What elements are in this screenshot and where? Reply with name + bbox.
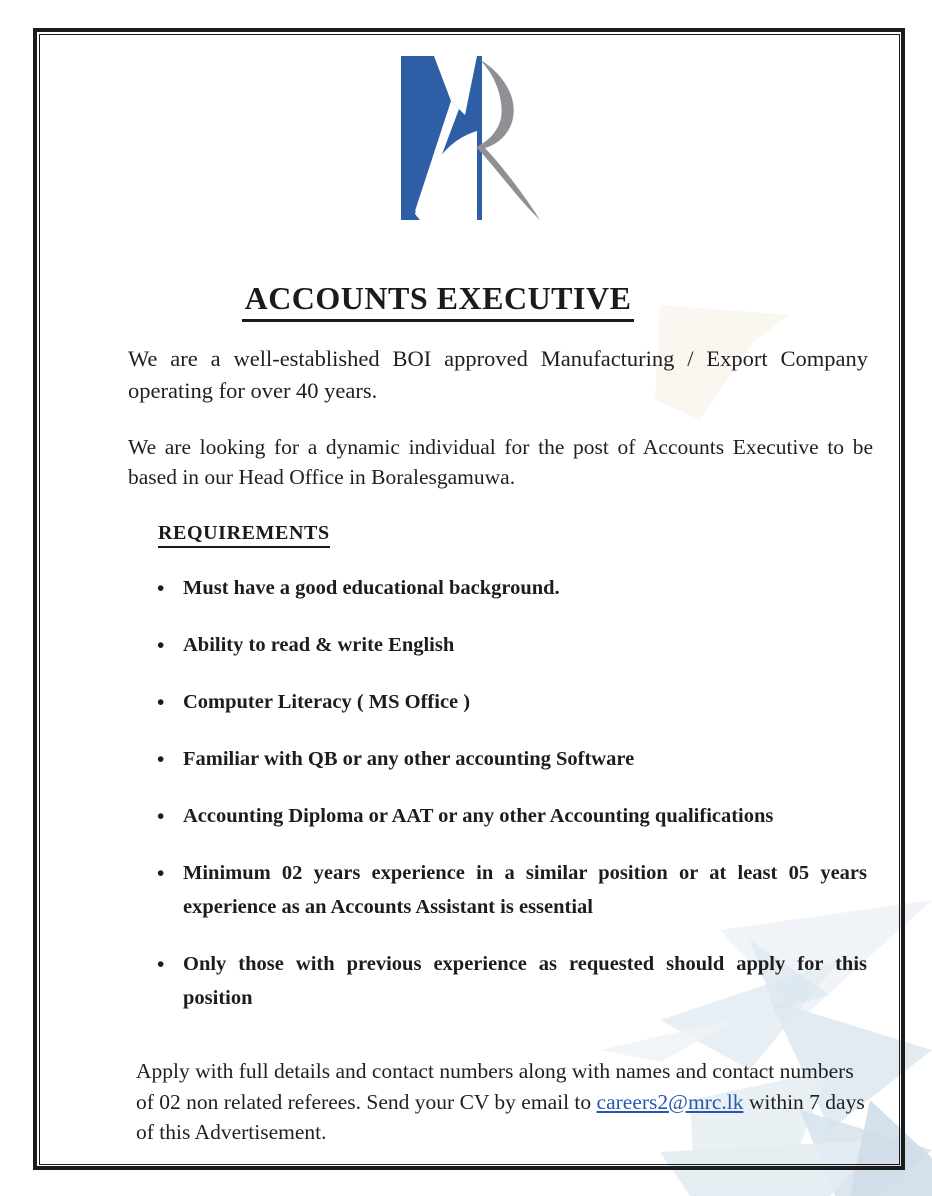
requirement-item: • Minimum 02 years experience in a similar position or at least 05 years experience as an Accounts Assistant is essential (155, 856, 867, 924)
requirement-item: • Ability to read & write English (155, 628, 867, 662)
intro-paragraph-2: We are looking for a dynamic individual for the post of Accounts Executive to be based in our Head Office in Boralesgamuwa. (128, 435, 873, 489)
closing-text-before-link: Apply with full details and contact numbers along with names and contact numbers of 02 non related referees. Send your CV by email to (136, 1059, 854, 1114)
requirement-item: • Familiar with QB or any other accounting Software (155, 742, 867, 776)
requirements-list (155, 571, 867, 1038)
closing-text-after-link: within 7 days of this Advertisement. (136, 1089, 865, 1144)
requirement-item: • Must have a good educational background. (155, 571, 867, 605)
requirement-item: • Only those with previous experience as requested should apply for this position (155, 947, 867, 1015)
company-logo (400, 55, 545, 222)
title-block (128, 280, 748, 322)
logo-r-swoosh (476, 59, 540, 220)
email-link[interactable]: careers2@mrc.lk (596, 1089, 744, 1114)
requirements-heading-block (158, 522, 330, 548)
requirement-item: • Computer Literacy ( MS Office ) (155, 685, 867, 719)
job-title: ACCOUNTS EXECUTIVE (242, 280, 635, 322)
requirements-heading: REQUIREMENTS (158, 522, 330, 548)
closing-paragraph (136, 1056, 870, 1148)
requirement-item: • Accounting Diploma or AAT or any other Accounting qualifications (155, 799, 867, 833)
intro-paragraph-1: We are a well-established BOI approved Manufacturing / Export Company operating for over 40 years. (128, 346, 868, 403)
